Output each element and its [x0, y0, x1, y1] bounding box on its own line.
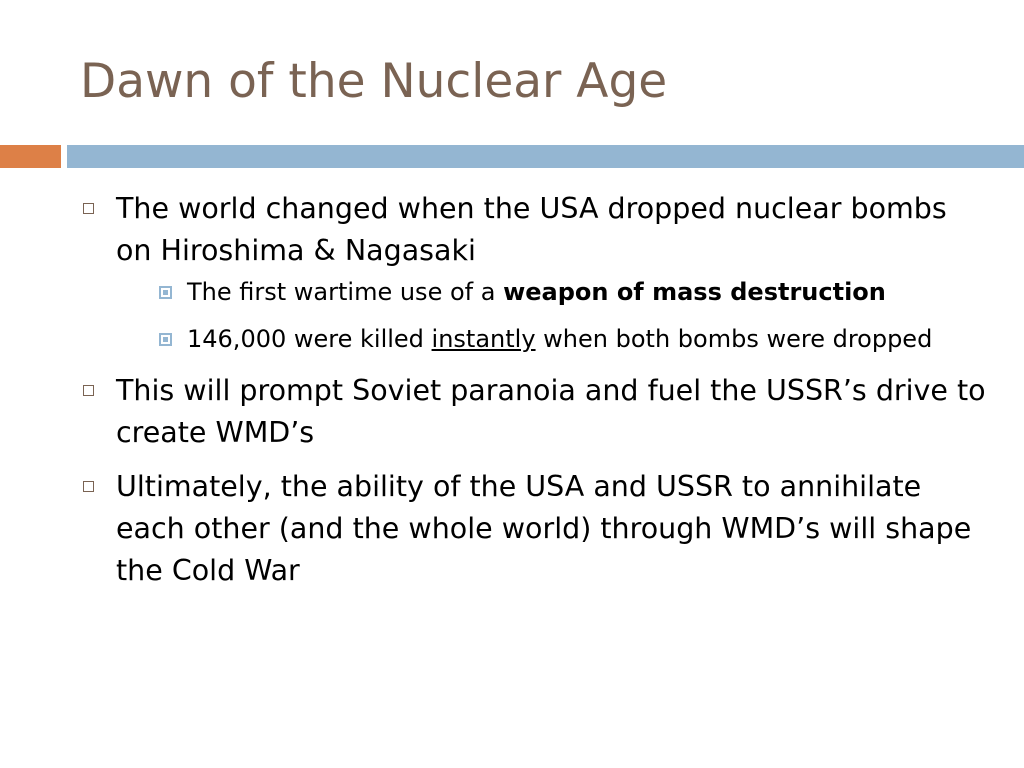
square-bullet-icon [83, 203, 94, 214]
accent-bar-orange [0, 145, 61, 168]
sub-bullet-text-end: when both bombs were dropped [535, 325, 933, 353]
bullet-text: This will prompt Soviet paranoia and fuel the USSR’s drive to create WMD’s [116, 374, 986, 449]
sub-bullet-underlined-text: instantly [431, 325, 536, 353]
square-bullet-icon [83, 481, 94, 492]
bullet-item [80, 188, 990, 358]
sub-bullet-text: The first wartime use of a [187, 278, 504, 306]
sub-bullet-item [152, 321, 990, 358]
square-bullet-icon [83, 385, 94, 396]
filled-square-bullet-icon [159, 286, 172, 299]
filled-square-bullet-icon [159, 333, 172, 346]
bullet-item [80, 370, 990, 454]
sub-bullet-item [152, 274, 990, 311]
slide-title: Dawn of the Nuclear Age [80, 54, 668, 109]
accent-bar-blue [67, 145, 1024, 168]
bullet-item [80, 466, 990, 592]
bullet-text: Ultimately, the ability of the USA and USSR to annihilate each other (and the whole world) through WMD’s will shape the Cold War [116, 470, 972, 587]
sub-bullet-bold-text: weapon of mass destruction [503, 278, 886, 306]
sub-bullet-list [116, 274, 990, 358]
bullet-list [80, 188, 990, 604]
sub-bullet-text: 146,000 were killed [187, 325, 432, 353]
bullet-text: The world changed when the USA dropped nuclear bombs on Hiroshima & Nagasaki [116, 192, 947, 267]
